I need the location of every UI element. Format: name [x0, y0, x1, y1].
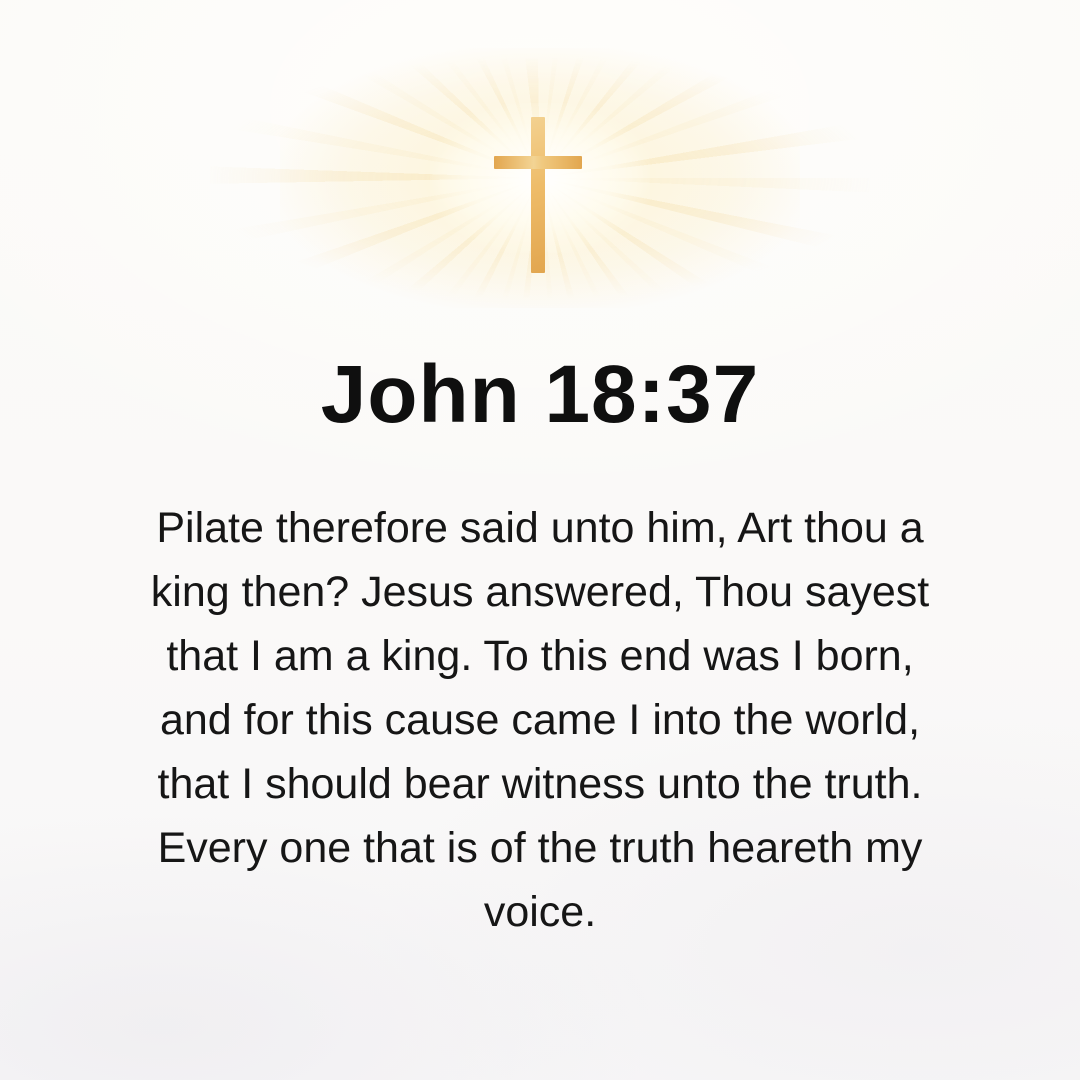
verse-line: that I am a king. To this end was I born,	[166, 632, 914, 680]
verse-line: that I should bear witness unto the truth.	[157, 760, 923, 808]
verse-line: Pilate therefore said unto him, Art thou a	[156, 504, 924, 552]
verse-line: king then? Jesus answered, Thou sayest	[150, 568, 930, 616]
verse-line: and for this cause came I into the world,	[159, 696, 921, 744]
verse-text	[0, 496, 1080, 944]
verse-line: Every one that is of the truth heareth my	[157, 824, 923, 872]
verse-reference-title: John 18:37	[320, 349, 760, 440]
verse-line: voice.	[483, 888, 597, 936]
cross-vertical-bar	[531, 117, 545, 273]
cross-horizontal-bar	[494, 156, 582, 169]
